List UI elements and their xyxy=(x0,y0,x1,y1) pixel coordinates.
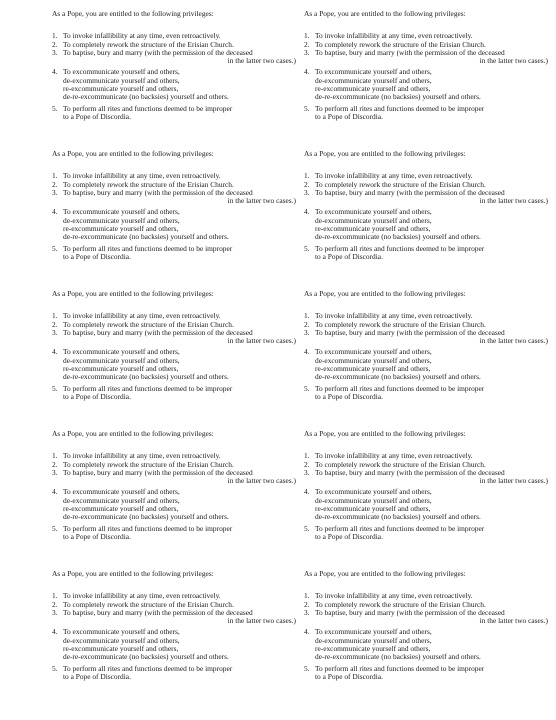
privilege-item-5 xyxy=(52,525,296,542)
item-text-continued: in the latter two cases.) xyxy=(227,56,296,66)
item-number: 2. xyxy=(52,179,58,189)
item-text-continued: in the latter two cases.) xyxy=(479,616,548,626)
privilege-item-3 xyxy=(52,189,296,206)
item-number: 2. xyxy=(304,179,310,189)
item-text-continued: de-excommunicate yourself and others, xyxy=(315,215,432,225)
item-text-continued: in the latter two cases.) xyxy=(227,336,296,346)
item-text: To perform all rites and functions deemed to be improper xyxy=(315,103,485,113)
item-text-continued: in the latter two cases.) xyxy=(479,196,548,206)
privilege-item-4 xyxy=(304,628,548,661)
item-number: 3. xyxy=(304,327,310,337)
item-number: 5. xyxy=(52,523,58,533)
item-text: To completely rework the structure of the Erisian Church. xyxy=(315,319,486,329)
item-number: 3. xyxy=(304,607,310,617)
item-number: 1. xyxy=(304,591,310,601)
item-text-continued: to a Pope of Discordia. xyxy=(315,251,383,261)
privilege-item-5 xyxy=(304,105,548,122)
privilege-item-3 xyxy=(52,469,296,486)
privilege-item-3 xyxy=(304,189,548,206)
item-text: To invoke infallibility at any time, even retroactively. xyxy=(63,451,221,461)
item-text-continued: de-re-excommunicate (no backsies) yourself and others. xyxy=(63,512,229,522)
privilege-item-4 xyxy=(52,348,296,381)
privilege-item-5 xyxy=(304,665,548,682)
card-intro: As a Pope, you are entitled to the following privileges: xyxy=(304,429,466,438)
item-number: 4. xyxy=(304,347,310,357)
item-text: To excommunicate yourself and others, xyxy=(315,487,432,497)
item-text: To baptise, bury and marry (with the permission of the deceased xyxy=(63,187,253,197)
card-intro: As a Pope, you are entitled to the following privileges: xyxy=(304,149,466,158)
item-text-continued: de-excommunicate yourself and others, xyxy=(63,215,180,225)
item-text: To baptise, bury and marry (with the permission of the deceased xyxy=(315,607,505,617)
privilege-item-3 xyxy=(304,469,548,486)
card-intro: As a Pope, you are entitled to the following privileges: xyxy=(52,429,214,438)
privilege-item-3 xyxy=(304,49,548,66)
item-number: 5. xyxy=(304,663,310,673)
item-number: 5. xyxy=(52,663,58,673)
item-text-continued: de-excommunicate yourself and others, xyxy=(63,75,180,85)
privilege-item-5 xyxy=(52,385,296,402)
item-text-continued: de-re-excommunicate (no backsies) yourself and others. xyxy=(315,92,481,102)
item-text: To perform all rites and functions deemed to be improper xyxy=(315,663,485,673)
item-number: 3. xyxy=(52,467,58,477)
item-text-continued: de-excommunicate yourself and others, xyxy=(315,635,432,645)
item-text-continued: de-re-excommunicate (no backsies) yourself and others. xyxy=(315,512,481,522)
item-number: 2. xyxy=(304,459,310,469)
item-number: 1. xyxy=(52,171,58,181)
privilege-item-4 xyxy=(304,208,548,241)
item-text: To completely rework the structure of the Erisian Church. xyxy=(63,39,234,49)
item-number: 5. xyxy=(52,103,58,113)
item-text: To invoke infallibility at any time, even retroactively. xyxy=(63,171,221,181)
item-text-continued: to a Pope of Discordia. xyxy=(63,251,131,261)
item-number: 5. xyxy=(304,523,310,533)
item-text-continued: de-excommunicate yourself and others, xyxy=(315,355,432,365)
item-text: To perform all rites and functions deemed to be improper xyxy=(315,243,485,253)
privilege-item-3 xyxy=(304,609,548,626)
item-number: 3. xyxy=(52,47,58,57)
card-intro: As a Pope, you are entitled to the following privileges: xyxy=(304,289,466,298)
item-text: To excommunicate yourself and others, xyxy=(63,487,180,497)
item-number: 3. xyxy=(304,187,310,197)
item-number: 2. xyxy=(52,319,58,329)
item-text: To invoke infallibility at any time, even retroactively. xyxy=(63,311,221,321)
item-text-continued: de-excommunicate yourself and others, xyxy=(63,635,180,645)
item-text-continued: in the latter two cases.) xyxy=(227,616,296,626)
item-number: 4. xyxy=(304,627,310,637)
item-text-continued: re-excommunicate yourself and others, xyxy=(63,364,179,374)
item-number: 4. xyxy=(52,347,58,357)
item-text-continued: in the latter two cases.) xyxy=(479,56,548,66)
item-number: 1. xyxy=(52,31,58,41)
item-number: 1. xyxy=(304,451,310,461)
item-number: 2. xyxy=(52,599,58,609)
item-number: 1. xyxy=(304,171,310,181)
item-number: 3. xyxy=(52,607,58,617)
privilege-item-5 xyxy=(304,245,548,262)
item-text: To baptise, bury and marry (with the permission of the deceased xyxy=(63,607,253,617)
item-text: To invoke infallibility at any time, even retroactively. xyxy=(315,31,473,41)
privilege-item-5 xyxy=(304,385,548,402)
item-text-continued: in the latter two cases.) xyxy=(479,476,548,486)
item-text: To perform all rites and functions deemed to be improper xyxy=(63,663,233,673)
item-text: To baptise, bury and marry (with the permission of the deceased xyxy=(315,187,505,197)
privilege-card xyxy=(52,570,296,710)
item-text: To excommunicate yourself and others, xyxy=(315,207,432,217)
item-text: To perform all rites and functions deemed to be improper xyxy=(63,523,233,533)
privilege-item-3 xyxy=(52,609,296,626)
item-text-continued: de-re-excommunicate (no backsies) yourself and others. xyxy=(63,372,229,382)
item-number: 1. xyxy=(304,31,310,41)
privilege-item-4 xyxy=(304,348,548,381)
privilege-item-3 xyxy=(52,329,296,346)
item-text: To baptise, bury and marry (with the permission of the deceased xyxy=(63,467,253,477)
card-intro: As a Pope, you are entitled to the following privileges: xyxy=(304,569,466,578)
item-text: To excommunicate yourself and others, xyxy=(63,347,180,357)
item-number: 4. xyxy=(52,487,58,497)
item-number: 3. xyxy=(304,467,310,477)
item-text-continued: re-excommunicate yourself and others, xyxy=(315,364,431,374)
item-text: To baptise, bury and marry (with the permission of the deceased xyxy=(63,327,253,337)
item-text-continued: to a Pope of Discordia. xyxy=(63,671,131,681)
item-text-continued: re-excommunicate yourself and others, xyxy=(315,504,431,514)
item-number: 5. xyxy=(52,243,58,253)
item-text: To completely rework the structure of the Erisian Church. xyxy=(63,459,234,469)
item-text: To perform all rites and functions deemed to be improper xyxy=(63,383,233,393)
item-text-continued: de-re-excommunicate (no backsies) yourself and others. xyxy=(63,232,229,242)
privilege-item-4 xyxy=(52,628,296,661)
item-text-continued: de-excommunicate yourself and others, xyxy=(63,495,180,505)
card-intro: As a Pope, you are entitled to the following privileges: xyxy=(52,9,214,18)
item-text: To completely rework the structure of the Erisian Church. xyxy=(315,179,486,189)
item-number: 2. xyxy=(52,459,58,469)
item-text-continued: to a Pope of Discordia. xyxy=(315,531,383,541)
item-text-continued: to a Pope of Discordia. xyxy=(63,531,131,541)
card-intro: As a Pope, you are entitled to the following privileges: xyxy=(52,149,214,158)
item-text: To excommunicate yourself and others, xyxy=(315,67,432,77)
item-text-continued: to a Pope of Discordia. xyxy=(315,671,383,681)
card-intro: As a Pope, you are entitled to the following privileges: xyxy=(52,289,214,298)
item-text: To completely rework the structure of the Erisian Church. xyxy=(63,319,234,329)
item-text-continued: to a Pope of Discordia. xyxy=(63,111,131,121)
item-number: 4. xyxy=(304,207,310,217)
item-text: To completely rework the structure of the Erisian Church. xyxy=(315,599,486,609)
item-number: 3. xyxy=(304,47,310,57)
item-text-continued: re-excommunicate yourself and others, xyxy=(63,504,179,514)
item-text-continued: de-re-excommunicate (no backsies) yourself and others. xyxy=(63,652,229,662)
item-number: 4. xyxy=(52,67,58,77)
item-number: 4. xyxy=(52,207,58,217)
item-text-continued: re-excommunicate yourself and others, xyxy=(63,84,179,94)
item-text: To perform all rites and functions deemed to be improper xyxy=(63,243,233,253)
item-text-continued: de-excommunicate yourself and others, xyxy=(315,75,432,85)
privilege-item-5 xyxy=(52,665,296,682)
item-text-continued: in the latter two cases.) xyxy=(227,476,296,486)
item-number: 4. xyxy=(304,487,310,497)
item-text: To excommunicate yourself and others, xyxy=(63,67,180,77)
privilege-item-4 xyxy=(304,68,548,101)
privilege-card xyxy=(304,290,548,430)
privilege-card xyxy=(304,430,548,570)
privilege-item-4 xyxy=(52,208,296,241)
privilege-card xyxy=(304,150,548,290)
item-number: 5. xyxy=(304,103,310,113)
item-text: To completely rework the structure of the Erisian Church. xyxy=(63,179,234,189)
privilege-item-5 xyxy=(52,105,296,122)
item-number: 5. xyxy=(304,383,310,393)
item-number: 1. xyxy=(52,451,58,461)
item-number: 5. xyxy=(52,383,58,393)
item-text-continued: re-excommunicate yourself and others, xyxy=(63,644,179,654)
item-number: 1. xyxy=(304,311,310,321)
privilege-card xyxy=(52,290,296,430)
item-text-continued: de-re-excommunicate (no backsies) yourself and others. xyxy=(315,232,481,242)
item-text: To baptise, bury and marry (with the permission of the deceased xyxy=(315,467,505,477)
item-text: To baptise, bury and marry (with the permission of the deceased xyxy=(315,47,505,57)
privilege-item-4 xyxy=(52,488,296,521)
item-text: To perform all rites and functions deemed to be improper xyxy=(63,103,233,113)
privilege-item-3 xyxy=(304,329,548,346)
item-text: To invoke infallibility at any time, even retroactively. xyxy=(63,591,221,601)
privilege-card xyxy=(52,150,296,290)
item-number: 4. xyxy=(304,67,310,77)
privilege-card xyxy=(52,430,296,570)
item-number: 2. xyxy=(304,39,310,49)
item-number: 3. xyxy=(52,327,58,337)
privilege-item-4 xyxy=(52,68,296,101)
item-text-continued: re-excommunicate yourself and others, xyxy=(63,224,179,234)
privilege-card xyxy=(304,570,548,710)
item-text-continued: re-excommunicate yourself and others, xyxy=(315,224,431,234)
item-text: To excommunicate yourself and others, xyxy=(63,207,180,217)
item-text: To excommunicate yourself and others, xyxy=(315,347,432,357)
privilege-item-5 xyxy=(52,245,296,262)
item-text-continued: de-re-excommunicate (no backsies) yourself and others. xyxy=(63,92,229,102)
privilege-item-4 xyxy=(304,488,548,521)
item-number: 4. xyxy=(52,627,58,637)
item-text-continued: to a Pope of Discordia. xyxy=(315,111,383,121)
item-number: 2. xyxy=(52,39,58,49)
item-text: To invoke infallibility at any time, even retroactively. xyxy=(315,311,473,321)
item-text-continued: in the latter two cases.) xyxy=(479,336,548,346)
item-number: 2. xyxy=(304,599,310,609)
item-number: 2. xyxy=(304,319,310,329)
item-text: To baptise, bury and marry (with the permission of the deceased xyxy=(63,47,253,57)
item-text: To invoke infallibility at any time, even retroactively. xyxy=(63,31,221,41)
item-text-continued: de-re-excommunicate (no backsies) yourself and others. xyxy=(315,372,481,382)
item-text: To baptise, bury and marry (with the permission of the deceased xyxy=(315,327,505,337)
item-text-continued: in the latter two cases.) xyxy=(227,196,296,206)
item-text: To completely rework the structure of the Erisian Church. xyxy=(315,39,486,49)
item-text: To invoke infallibility at any time, even retroactively. xyxy=(315,451,473,461)
item-text-continued: to a Pope of Discordia. xyxy=(63,391,131,401)
item-text-continued: re-excommunicate yourself and others, xyxy=(315,84,431,94)
item-text-continued: de-re-excommunicate (no backsies) yourself and others. xyxy=(315,652,481,662)
card-intro: As a Pope, you are entitled to the following privileges: xyxy=(52,569,214,578)
item-text: To excommunicate yourself and others, xyxy=(63,627,180,637)
item-number: 3. xyxy=(52,187,58,197)
card-intro: As a Pope, you are entitled to the following privileges: xyxy=(304,9,466,18)
item-text-continued: de-excommunicate yourself and others, xyxy=(315,495,432,505)
item-text-continued: de-excommunicate yourself and others, xyxy=(63,355,180,365)
item-number: 1. xyxy=(52,591,58,601)
item-number: 1. xyxy=(52,311,58,321)
item-text: To completely rework the structure of the Erisian Church. xyxy=(315,459,486,469)
item-number: 5. xyxy=(304,243,310,253)
privilege-card xyxy=(52,10,296,150)
privilege-item-5 xyxy=(304,525,548,542)
item-text: To invoke infallibility at any time, even retroactively. xyxy=(315,171,473,181)
item-text: To completely rework the structure of the Erisian Church. xyxy=(63,599,234,609)
privilege-card xyxy=(304,10,548,150)
item-text: To perform all rites and functions deemed to be improper xyxy=(315,523,485,533)
privilege-item-3 xyxy=(52,49,296,66)
item-text: To invoke infallibility at any time, even retroactively. xyxy=(315,591,473,601)
item-text-continued: re-excommunicate yourself and others, xyxy=(315,644,431,654)
item-text: To perform all rites and functions deemed to be improper xyxy=(315,383,485,393)
item-text: To excommunicate yourself and others, xyxy=(315,627,432,637)
item-text-continued: to a Pope of Discordia. xyxy=(315,391,383,401)
